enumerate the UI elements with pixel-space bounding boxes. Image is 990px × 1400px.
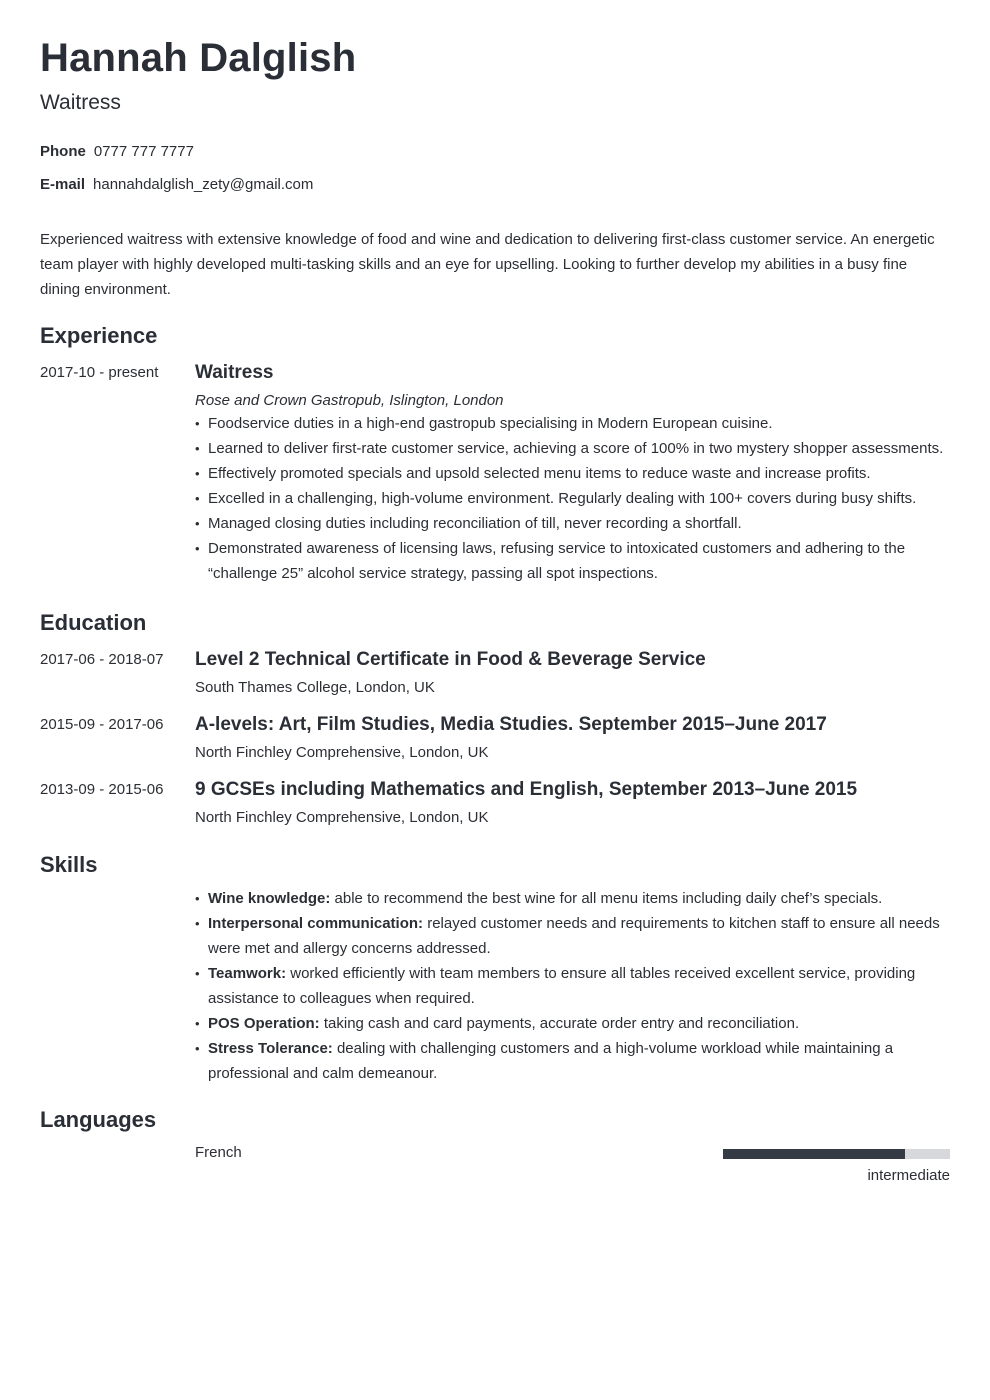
list-item: • Excelled in a challenging, high-volume environment. Regularly dealing with 100+ covers during busy shifts. — [195, 486, 950, 511]
education-heading: Education — [40, 610, 147, 635]
experience-title: Waitress — [195, 362, 274, 383]
education-title: A-levels: Art, Film Studies, Media Studies. September 2015–June 2017 — [195, 714, 827, 735]
list-item: • Effectively promoted specials and upsold selected menu items to reduce waste and increase profits. — [195, 461, 950, 486]
skill-text: worked efficiently with team members to ensure all tables received excellent service, providing assistance to colleagues when required. — [208, 965, 916, 1007]
education-title: 9 GCSEs including Mathematics and English, September 2013–June 2015 — [195, 779, 858, 800]
education-school: North Finchley Comprehensive, London, UK — [195, 809, 489, 826]
education-entry — [195, 779, 950, 826]
experience-org: Rose and Crown Gastropub, Islington, London — [195, 392, 504, 409]
education-date: 2017-06 - 2018-07 — [40, 651, 164, 668]
list-item: • Foodservice duties in a high-end gastropub specialising in Modern European cuisine. — [195, 411, 950, 436]
list-item: • Managed closing duties including reconciliation of till, never recording a shortfall. — [195, 511, 950, 536]
skill-label: Wine knowledge: — [208, 890, 331, 907]
list-item — [195, 1011, 950, 1036]
experience-entry — [195, 362, 950, 586]
list-item: • Demonstrated awareness of licensing laws, refusing service to intoxicated customers and adhering to the “challenge 25” alcohol service strategy, passing all spot inspections. — [195, 536, 950, 586]
skill-label: Teamwork: — [208, 965, 287, 982]
email-value: hannahdalglish_zety@gmail.com — [93, 176, 314, 193]
list-item: • Learned to deliver first-rate customer service, achieving a score of 100% in two mystery shopper assessments. — [195, 436, 950, 461]
skill-text: dealing with challenging customers and a high-volume workload while maintaining a professional and calm demeanour. — [208, 1040, 894, 1082]
list-item — [195, 1036, 950, 1086]
skill-label: POS Operation: — [208, 1015, 320, 1032]
skills-list — [195, 886, 950, 1086]
education-entry — [195, 714, 950, 761]
job-title: Waitress — [40, 91, 121, 114]
experience-date: 2017-10 - present — [40, 364, 159, 381]
skill-text: able to recommend the best wine for all menu items including daily chef’s specials. — [330, 890, 883, 907]
skill-label: Interpersonal communication: — [208, 915, 424, 932]
education-school: North Finchley Comprehensive, London, UK — [195, 744, 489, 761]
phone-value: 0777 777 7777 — [93, 143, 194, 160]
education-date: 2013-09 - 2015-06 — [40, 781, 164, 798]
education-date: 2015-09 - 2017-06 — [40, 716, 164, 733]
experience-bullets — [195, 411, 950, 586]
languages-heading: Languages — [40, 1107, 157, 1132]
phone-row — [40, 143, 194, 160]
phone-label: Phone — [40, 143, 86, 160]
email-row — [40, 176, 313, 193]
language-proficiency-fill — [723, 1149, 905, 1159]
education-title: Level 2 Technical Certificate in Food & Beverage Service — [195, 649, 706, 670]
candidate-name: Hannah Dalglish — [40, 36, 357, 80]
list-item — [195, 961, 950, 1011]
list-item — [195, 911, 950, 961]
profile-summary: Experienced waitress with extensive knowledge of food and wine and dedication to delivering first-class customer service. An energetic team player with highly developed multi-tasking skills and an eye for upselling. Looking to further develop my abilities in a busy fine dining environment. — [40, 231, 935, 298]
language-proficiency-bar — [723, 1149, 950, 1159]
education-entry — [195, 649, 950, 696]
list-item — [195, 886, 950, 911]
skill-label: Stress Tolerance: — [208, 1040, 333, 1057]
skill-text: taking cash and card payments, accurate order entry and reconciliation. — [319, 1015, 800, 1032]
skills-heading: Skills — [40, 852, 98, 877]
skill-text: relayed customer needs and requirements to kitchen staff to ensure all needs were met and allergy concerns addressed. — [208, 915, 940, 957]
skills-list-wrap — [195, 886, 950, 1086]
email-label: E-mail — [40, 176, 86, 193]
education-school: South Thames College, London, UK — [195, 679, 435, 696]
language-name: French — [195, 1144, 242, 1161]
experience-heading: Experience — [40, 323, 158, 348]
language-level: intermediate — [867, 1167, 950, 1184]
